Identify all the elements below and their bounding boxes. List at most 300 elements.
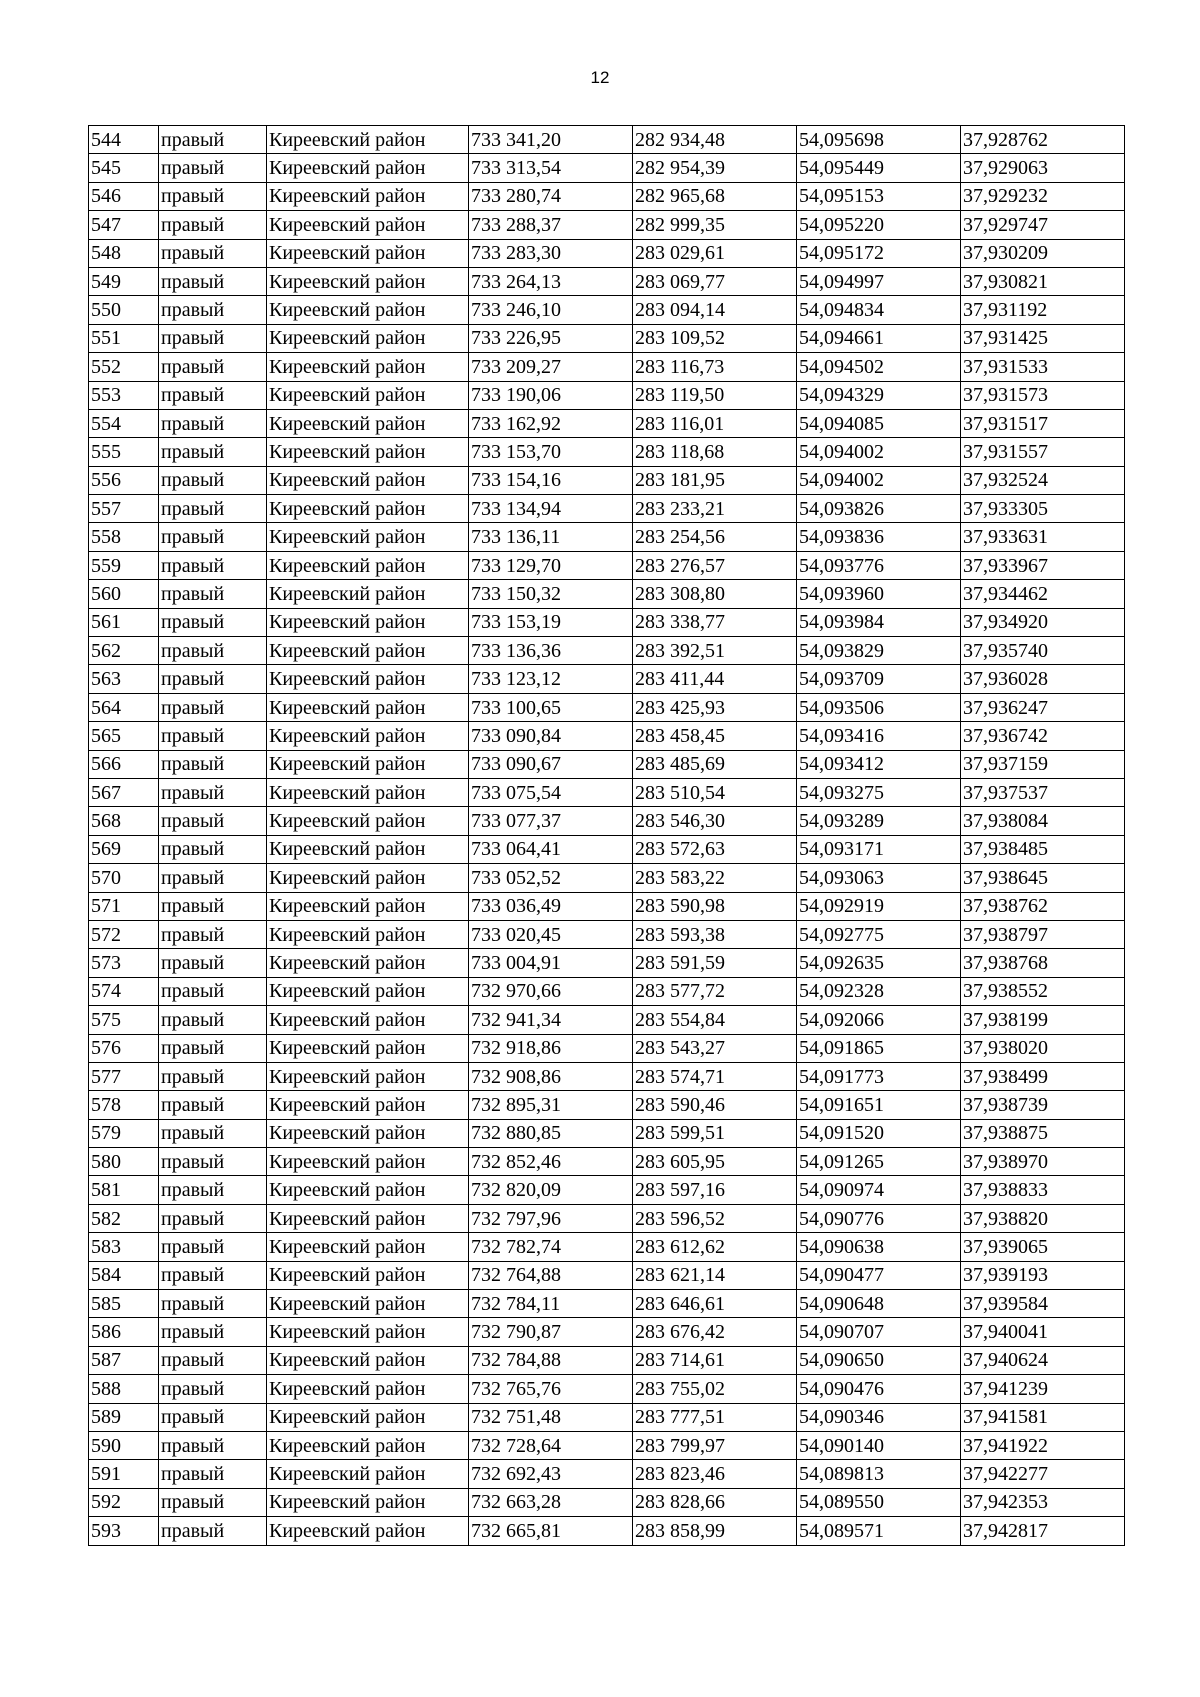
bank-side-cell: правый	[159, 1346, 267, 1374]
x-coordinate-cell: 733 190,06	[469, 381, 633, 409]
bank-side-cell: правый	[159, 267, 267, 295]
table-row	[89, 920, 1125, 948]
bank-side-cell: правый	[159, 523, 267, 551]
bank-side-cell: правый	[159, 637, 267, 665]
y-coordinate-cell: 283 590,98	[633, 892, 797, 920]
x-coordinate-cell: 733 226,95	[469, 324, 633, 352]
district-cell: Киреевский район	[267, 920, 469, 948]
y-coordinate-cell: 283 605,95	[633, 1148, 797, 1176]
district-cell: Киреевский район	[267, 1119, 469, 1147]
bank-side-cell: правый	[159, 1318, 267, 1346]
latitude-cell: 54,095172	[797, 239, 961, 267]
x-coordinate-cell: 732 764,88	[469, 1261, 633, 1289]
point-number-cell: 573	[89, 949, 159, 977]
latitude-cell: 54,093506	[797, 693, 961, 721]
latitude-cell: 54,092066	[797, 1006, 961, 1034]
latitude-cell: 54,093289	[797, 807, 961, 835]
point-number-cell: 556	[89, 466, 159, 494]
point-number-cell: 561	[89, 608, 159, 636]
latitude-cell: 54,093709	[797, 665, 961, 693]
longitude-cell: 37,936028	[961, 665, 1125, 693]
longitude-cell: 37,931425	[961, 324, 1125, 352]
district-cell: Киреевский район	[267, 693, 469, 721]
table-row	[89, 211, 1125, 239]
table-row	[89, 1460, 1125, 1488]
latitude-cell: 54,090707	[797, 1318, 961, 1346]
latitude-cell: 54,089550	[797, 1488, 961, 1516]
district-cell: Киреевский район	[267, 778, 469, 806]
latitude-cell: 54,094002	[797, 466, 961, 494]
table-row	[89, 778, 1125, 806]
x-coordinate-cell: 733 264,13	[469, 267, 633, 295]
point-number-cell: 557	[89, 495, 159, 523]
y-coordinate-cell: 283 554,84	[633, 1006, 797, 1034]
bank-side-cell: правый	[159, 182, 267, 210]
point-number-cell: 554	[89, 409, 159, 437]
table-row	[89, 693, 1125, 721]
longitude-cell: 37,938762	[961, 892, 1125, 920]
bank-side-cell: правый	[159, 778, 267, 806]
x-coordinate-cell: 733 134,94	[469, 495, 633, 523]
bank-side-cell: правый	[159, 949, 267, 977]
point-number-cell: 551	[89, 324, 159, 352]
y-coordinate-cell: 283 621,14	[633, 1261, 797, 1289]
district-cell: Киреевский район	[267, 1176, 469, 1204]
x-coordinate-cell: 732 784,88	[469, 1346, 633, 1374]
table-row	[89, 1062, 1125, 1090]
table-row	[89, 864, 1125, 892]
district-cell: Киреевский район	[267, 722, 469, 750]
longitude-cell: 37,930821	[961, 267, 1125, 295]
bank-side-cell: правый	[159, 665, 267, 693]
table-row	[89, 1403, 1125, 1431]
point-number-cell: 552	[89, 353, 159, 381]
table-row	[89, 409, 1125, 437]
x-coordinate-cell: 732 918,86	[469, 1034, 633, 1062]
point-number-cell: 580	[89, 1148, 159, 1176]
y-coordinate-cell: 283 411,44	[633, 665, 797, 693]
longitude-cell: 37,938084	[961, 807, 1125, 835]
table-row	[89, 722, 1125, 750]
bank-side-cell: правый	[159, 466, 267, 494]
longitude-cell: 37,932524	[961, 466, 1125, 494]
x-coordinate-cell: 732 692,43	[469, 1460, 633, 1488]
bank-side-cell: правый	[159, 381, 267, 409]
longitude-cell: 37,942277	[961, 1460, 1125, 1488]
district-cell: Киреевский район	[267, 381, 469, 409]
latitude-cell: 54,095153	[797, 182, 961, 210]
bank-side-cell: правый	[159, 580, 267, 608]
point-number-cell: 567	[89, 778, 159, 806]
district-cell: Киреевский район	[267, 1062, 469, 1090]
latitude-cell: 54,093984	[797, 608, 961, 636]
table-row	[89, 1318, 1125, 1346]
table-row	[89, 1488, 1125, 1516]
bank-side-cell: правый	[159, 1119, 267, 1147]
district-cell: Киреевский район	[267, 1233, 469, 1261]
table-row	[89, 438, 1125, 466]
table-body	[89, 126, 1125, 1546]
latitude-cell: 54,095449	[797, 154, 961, 182]
y-coordinate-cell: 283 233,21	[633, 495, 797, 523]
bank-side-cell: правый	[159, 1148, 267, 1176]
y-coordinate-cell: 283 777,51	[633, 1403, 797, 1431]
longitude-cell: 37,929232	[961, 182, 1125, 210]
y-coordinate-cell: 283 596,52	[633, 1204, 797, 1232]
page-number: 12	[590, 68, 610, 87]
point-number-cell: 593	[89, 1517, 159, 1545]
district-cell: Киреевский район	[267, 324, 469, 352]
district-cell: Киреевский район	[267, 154, 469, 182]
latitude-cell: 54,090650	[797, 1346, 961, 1374]
latitude-cell: 54,092919	[797, 892, 961, 920]
bank-side-cell: правый	[159, 154, 267, 182]
bank-side-cell: правый	[159, 1233, 267, 1261]
point-number-cell: 560	[89, 580, 159, 608]
x-coordinate-cell: 733 075,54	[469, 778, 633, 806]
table-row	[89, 1346, 1125, 1374]
table-row	[89, 296, 1125, 324]
table-row	[89, 1148, 1125, 1176]
point-number-cell: 584	[89, 1261, 159, 1289]
bank-side-cell: правый	[159, 750, 267, 778]
bank-side-cell: правый	[159, 438, 267, 466]
district-cell: Киреевский район	[267, 949, 469, 977]
bank-side-cell: правый	[159, 551, 267, 579]
latitude-cell: 54,090346	[797, 1403, 961, 1431]
point-number-cell: 562	[89, 637, 159, 665]
longitude-cell: 37,934920	[961, 608, 1125, 636]
table-row	[89, 1375, 1125, 1403]
y-coordinate-cell: 283 676,42	[633, 1318, 797, 1346]
y-coordinate-cell: 283 574,71	[633, 1062, 797, 1090]
x-coordinate-cell: 732 941,34	[469, 1006, 633, 1034]
latitude-cell: 54,090140	[797, 1431, 961, 1459]
latitude-cell: 54,089571	[797, 1517, 961, 1545]
bank-side-cell: правый	[159, 1261, 267, 1289]
bank-side-cell: правый	[159, 835, 267, 863]
y-coordinate-cell: 283 094,14	[633, 296, 797, 324]
district-cell: Киреевский район	[267, 1517, 469, 1545]
table-row	[89, 892, 1125, 920]
point-number-cell: 577	[89, 1062, 159, 1090]
point-number-cell: 565	[89, 722, 159, 750]
point-number-cell: 574	[89, 977, 159, 1005]
point-number-cell: 547	[89, 211, 159, 239]
x-coordinate-cell: 732 852,46	[469, 1148, 633, 1176]
y-coordinate-cell: 283 599,51	[633, 1119, 797, 1147]
latitude-cell: 54,095220	[797, 211, 961, 239]
district-cell: Киреевский район	[267, 1148, 469, 1176]
latitude-cell: 54,094002	[797, 438, 961, 466]
y-coordinate-cell: 283 276,57	[633, 551, 797, 579]
x-coordinate-cell: 732 765,76	[469, 1375, 633, 1403]
x-coordinate-cell: 733 036,49	[469, 892, 633, 920]
district-cell: Киреевский район	[267, 267, 469, 295]
longitude-cell: 37,938020	[961, 1034, 1125, 1062]
longitude-cell: 37,941239	[961, 1375, 1125, 1403]
table-row	[89, 239, 1125, 267]
table-row	[89, 1290, 1125, 1318]
district-cell: Киреевский район	[267, 835, 469, 863]
latitude-cell: 54,093960	[797, 580, 961, 608]
point-number-cell: 545	[89, 154, 159, 182]
y-coordinate-cell: 283 029,61	[633, 239, 797, 267]
longitude-cell: 37,938970	[961, 1148, 1125, 1176]
point-number-cell: 558	[89, 523, 159, 551]
bank-side-cell: правый	[159, 353, 267, 381]
district-cell: Киреевский район	[267, 665, 469, 693]
district-cell: Киреевский район	[267, 1375, 469, 1403]
y-coordinate-cell: 283 858,99	[633, 1517, 797, 1545]
x-coordinate-cell: 733 090,84	[469, 722, 633, 750]
district-cell: Киреевский район	[267, 864, 469, 892]
longitude-cell: 37,938833	[961, 1176, 1125, 1204]
x-coordinate-cell: 733 077,37	[469, 807, 633, 835]
point-number-cell: 592	[89, 1488, 159, 1516]
longitude-cell: 37,936247	[961, 693, 1125, 721]
point-number-cell: 549	[89, 267, 159, 295]
x-coordinate-cell: 732 970,66	[469, 977, 633, 1005]
district-cell: Киреевский район	[267, 637, 469, 665]
y-coordinate-cell: 283 590,46	[633, 1091, 797, 1119]
y-coordinate-cell: 283 593,38	[633, 920, 797, 948]
y-coordinate-cell: 283 338,77	[633, 608, 797, 636]
table-row	[89, 523, 1125, 551]
district-cell: Киреевский район	[267, 126, 469, 154]
district-cell: Киреевский район	[267, 495, 469, 523]
table-row	[89, 807, 1125, 835]
longitude-cell: 37,938199	[961, 1006, 1125, 1034]
bank-side-cell: правый	[159, 1062, 267, 1090]
table-row	[89, 1431, 1125, 1459]
longitude-cell: 37,941922	[961, 1431, 1125, 1459]
y-coordinate-cell: 283 583,22	[633, 864, 797, 892]
table-row	[89, 466, 1125, 494]
bank-side-cell: правый	[159, 1006, 267, 1034]
point-number-cell: 583	[89, 1233, 159, 1261]
y-coordinate-cell: 282 965,68	[633, 182, 797, 210]
y-coordinate-cell: 283 612,62	[633, 1233, 797, 1261]
bank-side-cell: правый	[159, 693, 267, 721]
district-cell: Киреевский район	[267, 977, 469, 1005]
y-coordinate-cell: 283 069,77	[633, 267, 797, 295]
point-number-cell: 591	[89, 1460, 159, 1488]
latitude-cell: 54,094997	[797, 267, 961, 295]
x-coordinate-cell: 732 908,86	[469, 1062, 633, 1090]
district-cell: Киреевский район	[267, 1091, 469, 1119]
latitude-cell: 54,091773	[797, 1062, 961, 1090]
point-number-cell: 582	[89, 1204, 159, 1232]
longitude-cell: 37,931557	[961, 438, 1125, 466]
bank-side-cell: правый	[159, 1403, 267, 1431]
x-coordinate-cell: 732 797,96	[469, 1204, 633, 1232]
y-coordinate-cell: 283 425,93	[633, 693, 797, 721]
longitude-cell: 37,940624	[961, 1346, 1125, 1374]
y-coordinate-cell: 282 999,35	[633, 211, 797, 239]
y-coordinate-cell: 283 254,56	[633, 523, 797, 551]
bank-side-cell: правый	[159, 1290, 267, 1318]
longitude-cell: 37,938768	[961, 949, 1125, 977]
x-coordinate-cell: 732 751,48	[469, 1403, 633, 1431]
point-number-cell: 588	[89, 1375, 159, 1403]
y-coordinate-cell: 283 572,63	[633, 835, 797, 863]
district-cell: Киреевский район	[267, 211, 469, 239]
longitude-cell: 37,933631	[961, 523, 1125, 551]
y-coordinate-cell: 283 597,16	[633, 1176, 797, 1204]
y-coordinate-cell: 283 755,02	[633, 1375, 797, 1403]
latitude-cell: 54,094085	[797, 409, 961, 437]
bank-side-cell: правый	[159, 807, 267, 835]
district-cell: Киреевский район	[267, 1034, 469, 1062]
district-cell: Киреевский район	[267, 551, 469, 579]
table-row	[89, 495, 1125, 523]
y-coordinate-cell: 283 591,59	[633, 949, 797, 977]
latitude-cell: 54,090974	[797, 1176, 961, 1204]
x-coordinate-cell: 733 162,92	[469, 409, 633, 437]
x-coordinate-cell: 732 790,87	[469, 1318, 633, 1346]
y-coordinate-cell: 283 181,95	[633, 466, 797, 494]
latitude-cell: 54,092775	[797, 920, 961, 948]
table-row	[89, 1006, 1125, 1034]
table-row	[89, 1119, 1125, 1147]
x-coordinate-cell: 733 150,32	[469, 580, 633, 608]
district-cell: Киреевский район	[267, 1346, 469, 1374]
district-cell: Киреевский район	[267, 807, 469, 835]
bank-side-cell: правый	[159, 1176, 267, 1204]
district-cell: Киреевский район	[267, 1261, 469, 1289]
latitude-cell: 54,092328	[797, 977, 961, 1005]
point-number-cell: 569	[89, 835, 159, 863]
y-coordinate-cell: 283 392,51	[633, 637, 797, 665]
bank-side-cell: правый	[159, 920, 267, 948]
table-row	[89, 182, 1125, 210]
district-cell: Киреевский район	[267, 892, 469, 920]
latitude-cell: 54,095698	[797, 126, 961, 154]
longitude-cell: 37,938499	[961, 1062, 1125, 1090]
bank-side-cell: правый	[159, 1034, 267, 1062]
latitude-cell: 54,091865	[797, 1034, 961, 1062]
longitude-cell: 37,941581	[961, 1403, 1125, 1431]
y-coordinate-cell: 282 934,48	[633, 126, 797, 154]
table-row	[89, 1034, 1125, 1062]
longitude-cell: 37,942353	[961, 1488, 1125, 1516]
latitude-cell: 54,094834	[797, 296, 961, 324]
x-coordinate-cell: 733 123,12	[469, 665, 633, 693]
latitude-cell: 54,091651	[797, 1091, 961, 1119]
latitude-cell: 54,092635	[797, 949, 961, 977]
coordinates-table	[88, 125, 1125, 1546]
x-coordinate-cell: 733 154,16	[469, 466, 633, 494]
y-coordinate-cell: 283 546,30	[633, 807, 797, 835]
district-cell: Киреевский район	[267, 1460, 469, 1488]
x-coordinate-cell: 732 665,81	[469, 1517, 633, 1545]
point-number-cell: 553	[89, 381, 159, 409]
longitude-cell: 37,931533	[961, 353, 1125, 381]
district-cell: Киреевский район	[267, 438, 469, 466]
point-number-cell: 575	[89, 1006, 159, 1034]
table-row	[89, 126, 1125, 154]
district-cell: Киреевский район	[267, 1204, 469, 1232]
y-coordinate-cell: 283 828,66	[633, 1488, 797, 1516]
x-coordinate-cell: 733 136,11	[469, 523, 633, 551]
table-row	[89, 324, 1125, 352]
x-coordinate-cell: 732 895,31	[469, 1091, 633, 1119]
longitude-cell: 37,930209	[961, 239, 1125, 267]
x-coordinate-cell: 733 004,91	[469, 949, 633, 977]
table-row	[89, 977, 1125, 1005]
x-coordinate-cell: 733 090,67	[469, 750, 633, 778]
point-number-cell: 576	[89, 1034, 159, 1062]
table-row	[89, 608, 1125, 636]
longitude-cell: 37,939584	[961, 1290, 1125, 1318]
point-number-cell: 544	[89, 126, 159, 154]
table-row	[89, 1261, 1125, 1289]
longitude-cell: 37,934462	[961, 580, 1125, 608]
bank-side-cell: правый	[159, 977, 267, 1005]
latitude-cell: 54,093826	[797, 495, 961, 523]
latitude-cell: 54,093412	[797, 750, 961, 778]
bank-side-cell: правый	[159, 892, 267, 920]
district-cell: Киреевский район	[267, 580, 469, 608]
bank-side-cell: правый	[159, 1091, 267, 1119]
latitude-cell: 54,091520	[797, 1119, 961, 1147]
district-cell: Киреевский район	[267, 1290, 469, 1318]
point-number-cell: 585	[89, 1290, 159, 1318]
latitude-cell: 54,094329	[797, 381, 961, 409]
latitude-cell: 54,094502	[797, 353, 961, 381]
latitude-cell: 54,094661	[797, 324, 961, 352]
latitude-cell: 54,091265	[797, 1148, 961, 1176]
longitude-cell: 37,939193	[961, 1261, 1125, 1289]
x-coordinate-cell: 733 280,74	[469, 182, 633, 210]
district-cell: Киреевский район	[267, 353, 469, 381]
table-row	[89, 551, 1125, 579]
table-row	[89, 381, 1125, 409]
x-coordinate-cell: 732 784,11	[469, 1290, 633, 1318]
x-coordinate-cell: 732 880,85	[469, 1119, 633, 1147]
table-row	[89, 637, 1125, 665]
longitude-cell: 37,929747	[961, 211, 1125, 239]
bank-side-cell: правый	[159, 126, 267, 154]
point-number-cell: 572	[89, 920, 159, 948]
x-coordinate-cell: 733 100,65	[469, 693, 633, 721]
longitude-cell: 37,933305	[961, 495, 1125, 523]
latitude-cell: 54,090477	[797, 1261, 961, 1289]
y-coordinate-cell: 283 116,73	[633, 353, 797, 381]
longitude-cell: 37,938552	[961, 977, 1125, 1005]
point-number-cell: 555	[89, 438, 159, 466]
y-coordinate-cell: 282 954,39	[633, 154, 797, 182]
latitude-cell: 54,093416	[797, 722, 961, 750]
table-row	[89, 835, 1125, 863]
bank-side-cell: правый	[159, 211, 267, 239]
bank-side-cell: правый	[159, 409, 267, 437]
longitude-cell: 37,938820	[961, 1204, 1125, 1232]
table-row	[89, 1204, 1125, 1232]
point-number-cell: 546	[89, 182, 159, 210]
x-coordinate-cell: 733 129,70	[469, 551, 633, 579]
latitude-cell: 54,090648	[797, 1290, 961, 1318]
latitude-cell: 54,090776	[797, 1204, 961, 1232]
y-coordinate-cell: 283 119,50	[633, 381, 797, 409]
table-row	[89, 580, 1125, 608]
longitude-cell: 37,938797	[961, 920, 1125, 948]
latitude-cell: 54,093829	[797, 637, 961, 665]
point-number-cell: 550	[89, 296, 159, 324]
bank-side-cell: правый	[159, 864, 267, 892]
bank-side-cell: правый	[159, 722, 267, 750]
